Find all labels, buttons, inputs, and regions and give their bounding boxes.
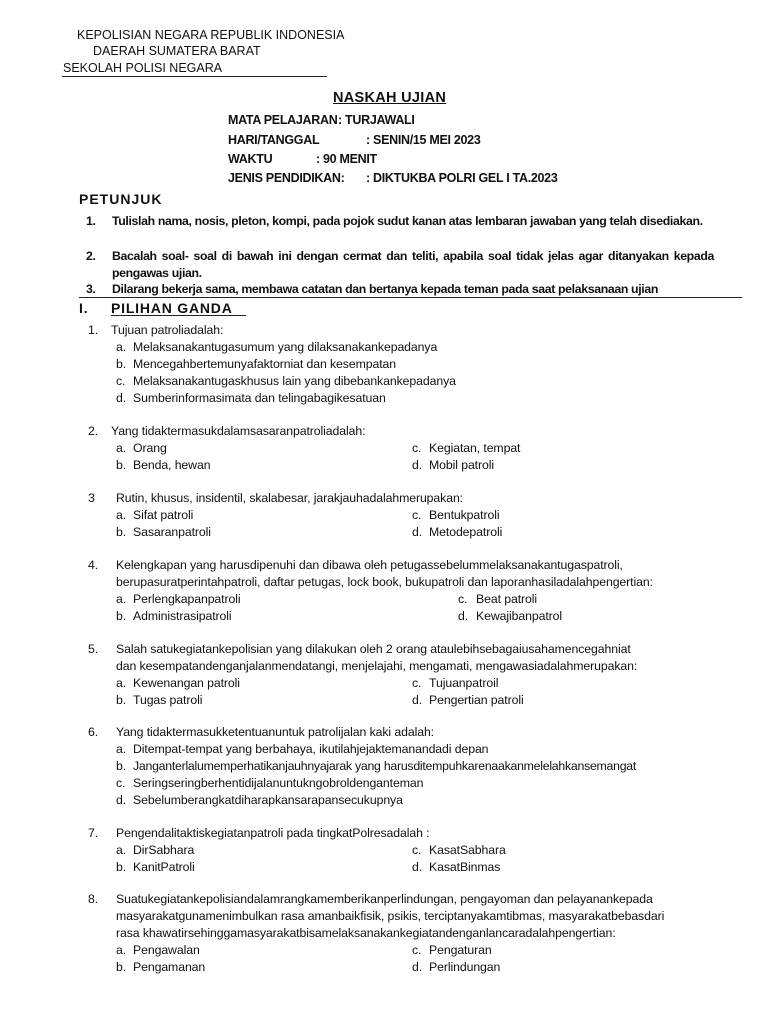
option-text: DirSabhara xyxy=(133,843,195,857)
option-text: Orang xyxy=(133,441,167,455)
option-text: Tugas patroli xyxy=(133,693,203,707)
question-text: masyarakatgunamenimbulkan rasa amanbaikfisik, psikis, terciptanyakamtibmas, masyarakatbebasdari xyxy=(116,909,665,923)
option-letter: b. xyxy=(116,525,127,539)
option-text: Administrasipatroli xyxy=(133,609,232,623)
option-text: Perlindungan xyxy=(429,960,501,974)
meta-row-date xyxy=(228,133,648,151)
header-underline xyxy=(62,76,327,77)
option-text: Benda, hewan xyxy=(133,458,211,472)
option-text: Pengertian patroli xyxy=(429,693,524,707)
meta-value: : 90 MENIT xyxy=(316,152,377,166)
question-number: 4. xyxy=(88,558,99,572)
option-letter: b. xyxy=(116,960,127,974)
meta-row-program xyxy=(228,171,648,189)
option-letter: d. xyxy=(116,793,127,807)
option-text: Melaksanakantugaskhusus lain yang dibebankankepadanya xyxy=(133,374,456,388)
option-letter: c. xyxy=(116,776,126,790)
section-title: PILIHAN GANDA xyxy=(111,300,233,316)
question-number: 6. xyxy=(88,725,99,739)
meta-label: WAKTU xyxy=(228,152,273,166)
option-text: Seringseringberhentidijalanuntukngobroldenganteman xyxy=(133,776,424,790)
exam-title: NASKAH UJIAN xyxy=(333,90,447,106)
option-text: Beat patroli xyxy=(476,592,538,606)
instruction-text: Dilarang bekerja sama, membawa catatan dan bertanya kepada teman pada saat pelaksanaan ujian xyxy=(112,282,659,296)
option-letter: c. xyxy=(458,592,468,606)
option-text: Pengamanan xyxy=(133,960,206,974)
option-text: KasatBinmas xyxy=(429,860,501,874)
option-text: KanitPatroli xyxy=(133,860,195,874)
instruction-item xyxy=(86,281,714,298)
option-text: Sumberinformasimata dan telingabagikesatuan xyxy=(133,391,386,405)
option-letter: b. xyxy=(116,357,127,371)
meta-label: HARI/TANGGAL xyxy=(228,133,320,147)
option-letter: a. xyxy=(116,441,127,455)
question-number: 5. xyxy=(88,642,99,656)
question-text: Tujuan patroliadalah: xyxy=(111,323,224,337)
option-text: Metodepatroli xyxy=(429,525,503,539)
question-number: 2. xyxy=(88,424,99,438)
question-text: Kelengkapan yang harusdipenuhi dan dibawa oleh petugassebelummelaksanakantugaspatroli, xyxy=(116,558,623,572)
option-letter: a. xyxy=(116,676,127,690)
section-number: I. xyxy=(79,300,89,316)
option-letter: d. xyxy=(412,960,423,974)
question-text: Pengendalitaktiskegiatanpatroli pada tingkatPolresadalah : xyxy=(116,826,430,840)
question-number: 7. xyxy=(88,826,99,840)
exam-meta xyxy=(228,113,648,193)
meta-value: : SENIN/15 MEI 2023 xyxy=(366,133,481,147)
option-text: Bentukpatroli xyxy=(429,508,500,522)
header-line-2: DAERAH SUMATERA BARAT xyxy=(93,44,261,58)
option-letter: a. xyxy=(116,843,127,857)
instruction-text: Bacalah soal- soal di bawah ini dengan cermat dan teliti, apabila soal tidak jelas agar ditanyakan kepada pengawas ujian. xyxy=(112,249,714,280)
option-text: KasatSabhara xyxy=(429,843,506,857)
option-text: Kewenangan patroli xyxy=(133,676,240,690)
section-title-underline xyxy=(111,315,246,316)
meta-row-time xyxy=(228,152,648,170)
question-text: Yang tidaktermasukdalamsasaranpatroliadalah: xyxy=(111,424,366,438)
instruction-text: Tulislah nama, nosis, pleton, kompi, pada pojok sudut kanan atas lembaran jawaban yang telah disediakan. xyxy=(112,214,703,228)
option-text: Melaksanakantugasumum yang dilaksanakankepadanya xyxy=(133,340,438,354)
option-letter: b. xyxy=(116,693,127,707)
option-text: Sebelumberangkatdiharapkansarapansecukupnya xyxy=(133,793,403,807)
option-letter: c. xyxy=(412,943,422,957)
option-text: Sifat patroli xyxy=(133,508,194,522)
option-letter: a. xyxy=(116,508,127,522)
option-letter: d. xyxy=(458,609,469,623)
instruction-number: 3. xyxy=(86,282,96,296)
option-text: Mencegahbertemunyafaktorniat dan kesempatan xyxy=(133,357,396,371)
option-text: Mobil patroli xyxy=(429,458,494,472)
instruction-item xyxy=(86,248,714,281)
option-letter: d. xyxy=(412,693,423,707)
header-line-3: SEKOLAH POLISI NEGARA xyxy=(63,61,223,75)
option-text: Janganterlalumemperhatikanjauhnyajarak yang harusditempuhkarenaakanmelelahkansemangat xyxy=(133,759,637,773)
option-letter: b. xyxy=(116,759,127,773)
option-letter: c. xyxy=(412,508,422,522)
option-letter: d. xyxy=(412,458,423,472)
header-line-1: KEPOLISIAN NEGARA REPUBLIK INDONESIA xyxy=(77,28,345,42)
option-text: Ditempat-tempat yang berbahaya, ikutilahjejaktemanandadi depan xyxy=(133,742,489,756)
option-letter: a. xyxy=(116,340,127,354)
option-letter: d. xyxy=(412,525,423,539)
option-letter: d. xyxy=(412,860,423,874)
question-text: Rutin, khusus, insidentil, skalabesar, jarakjauhadalahmerupakan: xyxy=(116,491,464,505)
meta-value: : TURJAWALI xyxy=(338,113,415,127)
meta-value: : DIKTUKBA POLRI GEL I TA.2023 xyxy=(366,171,558,185)
question-number: 8. xyxy=(88,892,99,906)
option-letter: c. xyxy=(412,843,422,857)
option-letter: a. xyxy=(116,943,127,957)
option-letter: c. xyxy=(412,441,422,455)
option-text: Sasaranpatroli xyxy=(133,525,211,539)
question-number: 1. xyxy=(88,323,99,337)
question-text: berupasuratperintahpatroli, daftar petugas, lock book, bukupatroli dan laporanhasiladalahpengertian: xyxy=(116,575,653,589)
question-number: 3 xyxy=(88,491,95,505)
meta-label: JENIS PENDIDIKAN: xyxy=(228,171,345,185)
instruction-number: 2. xyxy=(86,249,96,263)
option-letter: a. xyxy=(116,592,127,606)
meta-row-subject xyxy=(228,113,648,131)
option-letter: b. xyxy=(116,458,127,472)
option-text: Perlengkapanpatroli xyxy=(133,592,241,606)
option-letter: b. xyxy=(116,860,127,874)
section-divider xyxy=(79,297,742,298)
question-text: Suatukegiatankepolisiandalamrangkamemberikanperlindungan, pengayoman dan pelayanankepada xyxy=(116,892,653,906)
instructions-heading: PETUNJUK xyxy=(79,191,163,207)
option-letter: c. xyxy=(116,374,126,388)
option-text: Kewajibanpatrol xyxy=(476,609,563,623)
meta-label: MATA PELAJARAN xyxy=(228,113,338,127)
option-letter: c. xyxy=(412,676,422,690)
question-text: dan kesempatandenganjalanmendatangi, menjelajahi, mengamati, mengawasiadalahmerupakan: xyxy=(116,659,638,673)
option-text: Pengawalan xyxy=(133,943,200,957)
option-text: Pengaturan xyxy=(429,943,492,957)
option-text: Kegiatan, tempat xyxy=(429,441,521,455)
option-letter: d. xyxy=(116,391,127,405)
instruction-number: 1. xyxy=(86,214,96,228)
question-text: Salah satukegiatankepolisian yang dilakukan oleh 2 orang ataulebihsebagaiusahamencegahniat xyxy=(116,642,631,656)
instruction-item xyxy=(86,213,714,230)
option-text: Tujuanpatroil xyxy=(429,676,499,690)
question-text: rasa khawatirsehinggamasyarakatbisamelaksanakankegiatandenganlancaradalahpengertian: xyxy=(116,926,616,940)
option-letter: a. xyxy=(116,742,127,756)
option-letter: b. xyxy=(116,609,127,623)
question-text: Yang tidaktermasukketentuanuntuk patrolijalan kaki adalah: xyxy=(116,725,434,739)
